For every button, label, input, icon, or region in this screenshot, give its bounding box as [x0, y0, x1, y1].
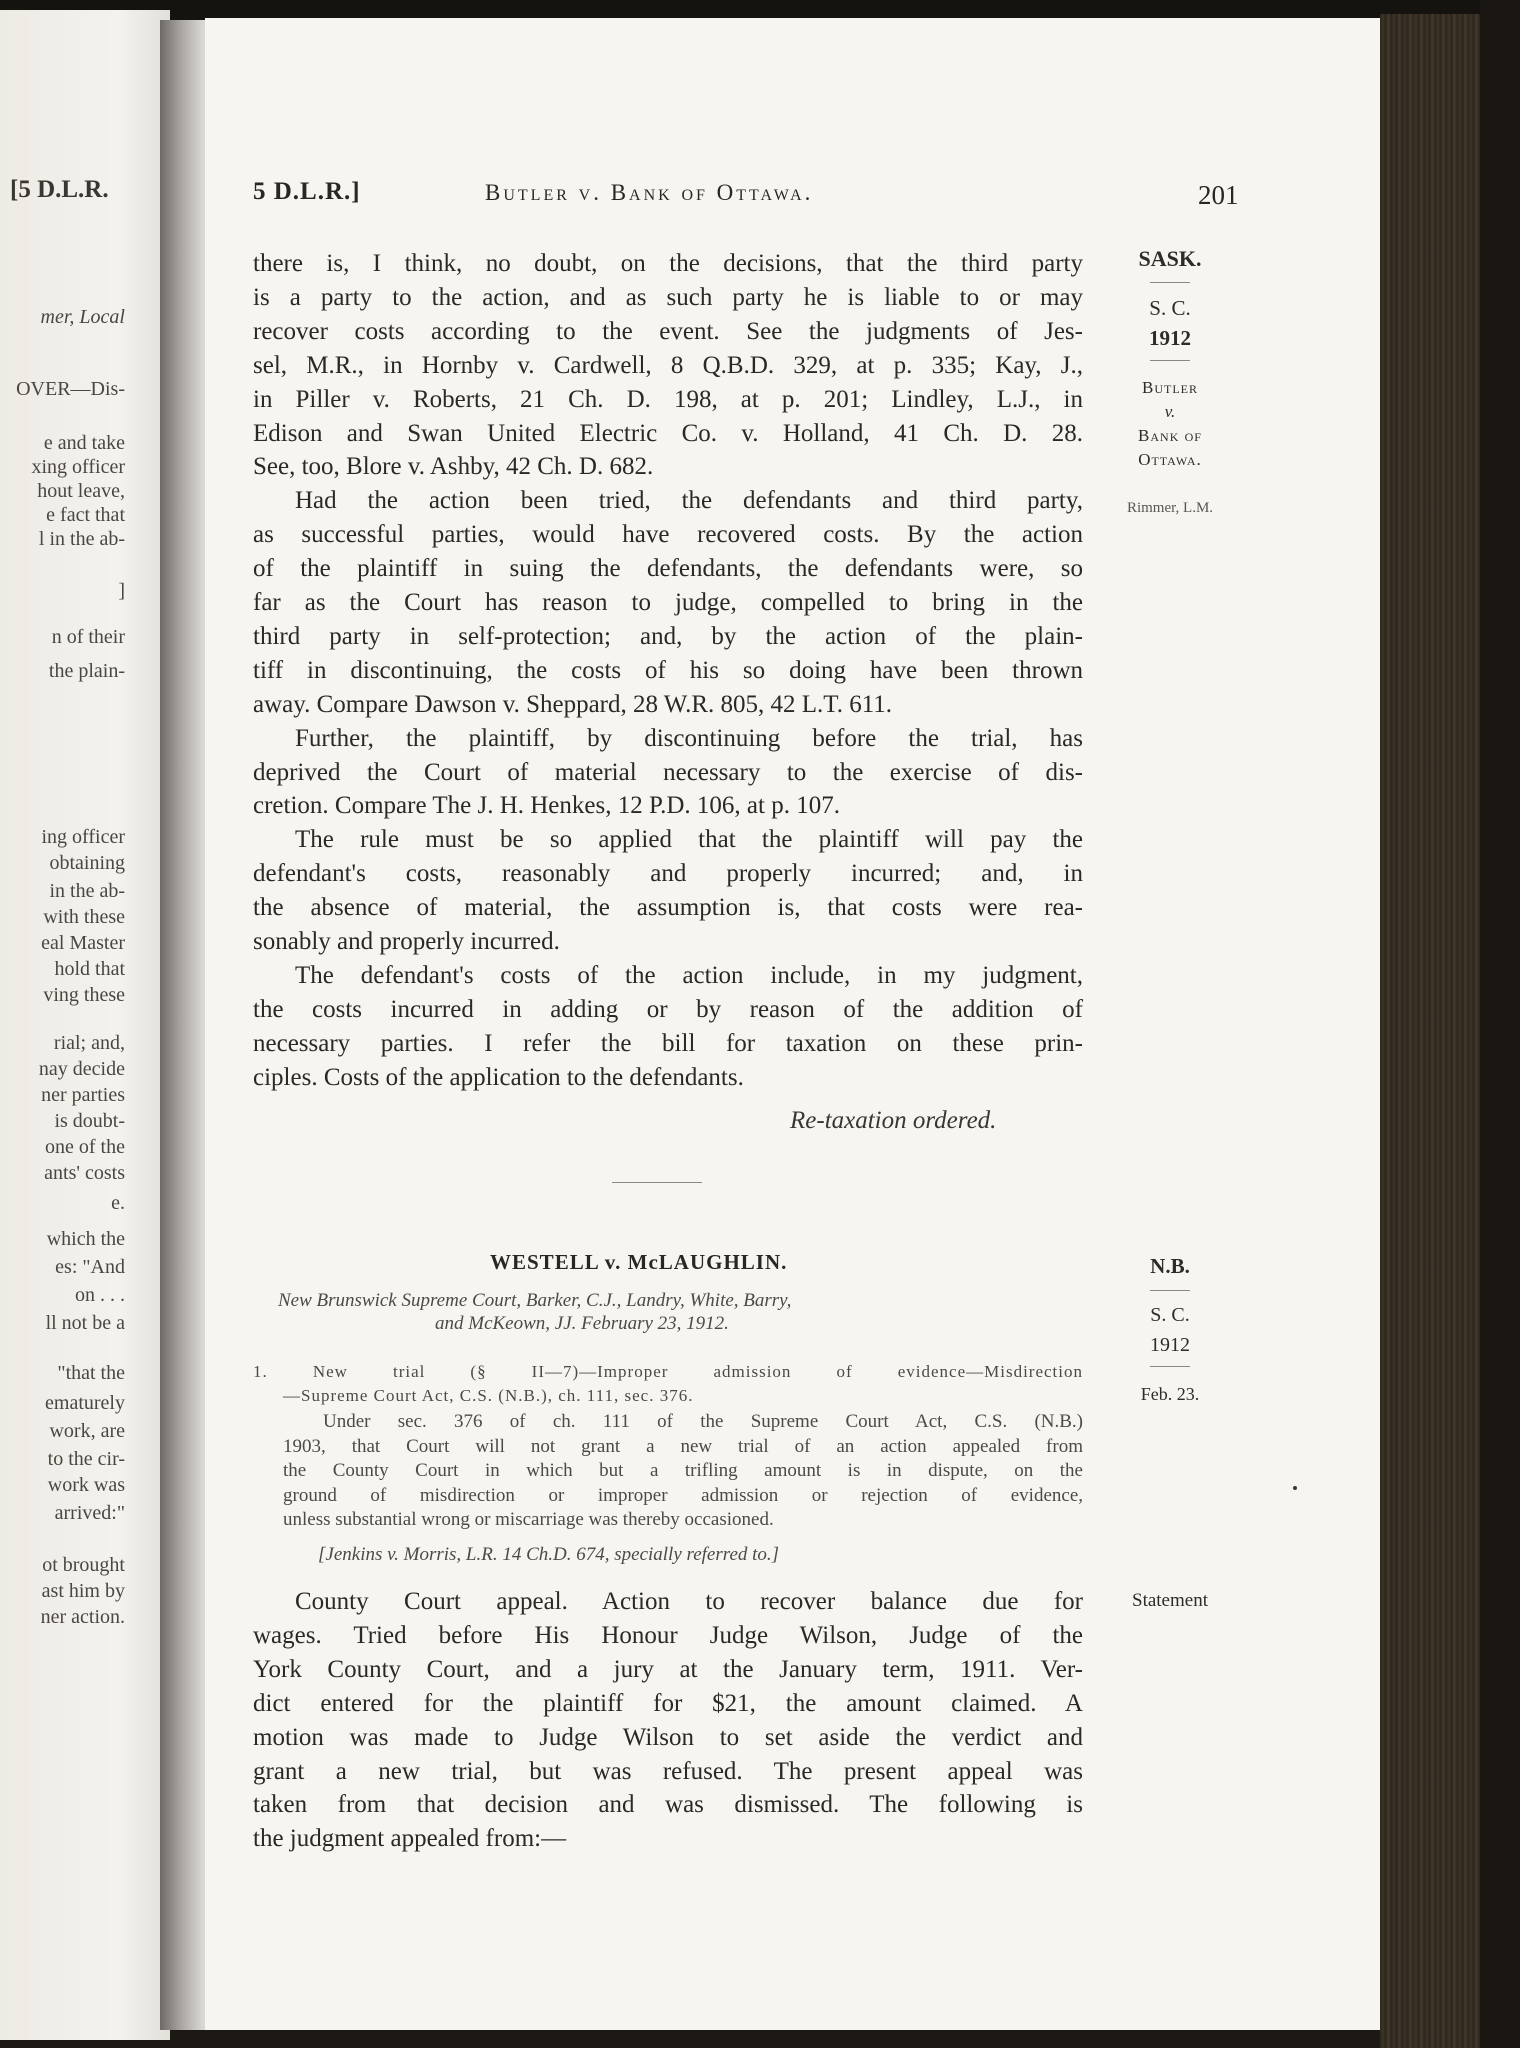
left-page-line: ot brought	[42, 1554, 125, 1576]
statement-line: dict entered for the plaintiff for $21, the amount claimed. A	[253, 1689, 1083, 1717]
left-page-line: e fact that	[46, 504, 125, 526]
court-line: and McKeown, JJ. February 23, 1912.	[435, 1313, 729, 1334]
left-page-line: ll not be a	[45, 1312, 125, 1334]
body-text-line: cretion. Compare The J. H. Henkes, 12 P.D. 106, at p. 107.	[253, 792, 840, 819]
margin-judge: Rimmer, L.M.	[1126, 500, 1214, 516]
left-page-line: e and take	[43, 432, 125, 454]
body-text-line: Had the action been tried, the defendants and third party,	[295, 487, 1083, 514]
body-text-line: See, too, Blore v. Ashby, 42 Ch. D. 682.	[253, 453, 654, 480]
margin-rule	[1150, 1366, 1190, 1367]
margin-statement: Statement	[1132, 1590, 1208, 1611]
margin-rule	[1150, 360, 1190, 361]
left-page-line: ]	[118, 580, 125, 602]
body-text-line: the costs incurred in adding or by reason of the addition of	[253, 996, 1083, 1023]
left-page-line: in the ab-	[49, 880, 125, 902]
left-page-line: "that the	[57, 1362, 125, 1384]
body-text-line: there is, I think, no doubt, on the decisions, that the third party	[253, 250, 1083, 277]
statement-line: County Court appeal. Action to recover balance due for	[295, 1588, 1083, 1615]
headnote-summary-line: Under sec. 376 of ch. 111 of the Supreme Court Act, C.S. (N.B.)	[323, 1411, 1083, 1432]
headnote-line: 1. New trial (§ II—7)—Improper admission of evidence—Misdirection	[253, 1362, 1083, 1381]
body-text-line: in Piller v. Roberts, 21 Ch. D. 198, at p. 201; Lindley, L.J., in	[253, 386, 1083, 413]
left-page-line: eal Master	[41, 932, 125, 954]
body-text-line: the absence of material, the assumption is, that costs were rea-	[253, 894, 1083, 921]
left-page-line: ing officer	[41, 826, 125, 848]
statement-line: grant a new trial, but was refused. The present appeal was	[253, 1757, 1083, 1785]
left-page-line: ving these	[43, 984, 125, 1006]
body-text-line: Edison and Swan United Electric Co. v. Holland, 41 Ch. D. 28.	[253, 420, 1083, 447]
margin-case-name: Ottawa.	[1138, 450, 1202, 469]
body-text-line: The rule must be so applied that the plaintiff will pay the	[295, 826, 1083, 853]
body-text-line: necessary parties. I refer the bill for taxation on these prin-	[253, 1030, 1083, 1057]
left-page-line: work, are	[49, 1420, 125, 1442]
body-text-line: tiff in discontinuing, the costs of his so doing have been thrown	[253, 657, 1083, 684]
left-page-line: to the cir-	[47, 1448, 125, 1470]
statement-line: taken from that decision and was dismissed. The following is	[253, 1791, 1083, 1819]
court-line: New Brunswick Supreme Court, Barker, C.J., Landry, White, Barry,	[278, 1290, 792, 1311]
left-page-line: ematurely	[45, 1392, 125, 1414]
left-page-line: rial; and,	[53, 1032, 125, 1054]
margin-rule	[1150, 1290, 1190, 1291]
statement-line: motion was made to Judge Wilson to set aside the verdict and	[253, 1723, 1083, 1751]
statement-line: the judgment appealed from:—	[253, 1825, 567, 1853]
headnote-summary-line: 1903, that Court will not grant a new trial of an action appealed from	[283, 1435, 1083, 1457]
margin-date: Feb. 23.	[1140, 1384, 1200, 1404]
left-page-line: OVER—Dis-	[16, 378, 125, 400]
margin-court: S. C.	[1150, 1304, 1190, 1326]
body-text-line: defendant's costs, reasonably and properly incurred; and, in	[253, 860, 1083, 887]
headnote-summary-line: ground of misdirection or improper admission or rejection of evidence,	[283, 1484, 1083, 1506]
running-header-case-title: Butler v. Bank of Ottawa.	[485, 180, 814, 205]
running-header-volume: 5 D.L.R.]	[253, 178, 361, 205]
headnote-summary-line: unless substantial wrong or miscarriage was thereby occasioned.	[283, 1509, 774, 1530]
left-page-line: ner action.	[40, 1606, 125, 1628]
book-cover-edge	[1480, 0, 1520, 2048]
body-text-line: sel, M.R., in Hornby v. Cardwell, 8 Q.B.D. 329, at p. 335; Kay, J.,	[253, 352, 1083, 379]
left-page-line: mer, Local	[40, 306, 125, 328]
margin-year: 1912	[1150, 1334, 1190, 1356]
margin-court: S. C.	[1149, 296, 1191, 320]
margin-case-name: Bank of	[1138, 426, 1202, 445]
body-text-line: deprived the Court of material necessary to the exercise of dis-	[253, 759, 1083, 786]
left-page-line: one of the	[45, 1136, 125, 1158]
case-title: WESTELL v. McLAUGHLIN.	[490, 1250, 788, 1274]
section-divider	[612, 1182, 702, 1183]
left-page-line: work was	[47, 1474, 125, 1496]
left-page-line: which the	[46, 1228, 125, 1250]
body-text-line: is a party to the action, and as such party he is liable to or may	[253, 284, 1083, 311]
left-page-line: hold that	[54, 958, 125, 980]
body-text-line: The defendant's costs of the action include, in my judgment,	[295, 962, 1083, 989]
citation: [Jenkins v. Morris, L.R. 14 Ch.D. 674, specially referred to.]	[318, 1544, 780, 1565]
body-text-line: recover costs according to the event. See the judgments of Jes-	[253, 318, 1083, 345]
left-page-line: xing officer	[31, 456, 125, 478]
body-text-line: away. Compare Dawson v. Sheppard, 28 W.R. 805, 42 L.T. 611.	[253, 691, 893, 718]
statement-line: wages. Tried before His Honour Judge Wilson, Judge of the	[253, 1621, 1083, 1649]
left-page-line: obtaining	[49, 852, 125, 874]
body-text-line: as successful parties, would have recovered costs. By the action	[253, 521, 1083, 548]
left-page-line: es: "And	[55, 1256, 125, 1278]
left-page-line: hout leave,	[37, 480, 125, 502]
headnote-line: —Supreme Court Act, C.S. (N.B.), ch. 111, sec. 376.	[283, 1386, 694, 1405]
left-page-line: ner parties	[41, 1084, 125, 1106]
body-text-line: far as the Court has reason to judge, compelled to bring in the	[253, 589, 1083, 616]
body-text-line: of the plaintiff in suing the defendants, the defendants were, so	[253, 555, 1083, 582]
left-page-line: arrived:"	[54, 1502, 125, 1524]
margin-case-name: Butler	[1142, 378, 1198, 397]
left-page-line: l in the ab-	[38, 528, 125, 550]
body-text-line: ciples. Costs of the application to the defendants.	[253, 1064, 744, 1091]
margin-rule	[1150, 282, 1190, 283]
left-page-line: is doubt-	[54, 1110, 125, 1132]
left-page-header: [5 D.L.R.	[10, 176, 109, 203]
left-page-line: ast him by	[41, 1580, 125, 1602]
margin-case-versus: v.	[1164, 402, 1176, 421]
margin-province: N.B.	[1150, 1254, 1190, 1278]
left-page-line: with these	[43, 906, 125, 928]
page-number: 201	[1198, 180, 1239, 210]
statement-line: York County Court, and a jury at the January term, 1911. Ver-	[253, 1655, 1083, 1683]
left-page-fragment	[0, 10, 170, 2040]
headnote-summary-line: the County Court in which but a trifling amount is in dispute, on the	[283, 1460, 1083, 1481]
disposition: Re-taxation ordered.	[790, 1107, 997, 1134]
left-page-line: the plain-	[48, 660, 125, 682]
left-page-line: e.	[111, 1192, 125, 1214]
body-text-line: Further, the plaintiff, by discontinuing before the trial, has	[295, 725, 1083, 752]
body-text-line: sonably and properly incurred.	[253, 928, 560, 955]
margin-year: 1912	[1149, 326, 1191, 350]
left-page-line: ants' costs	[44, 1162, 125, 1184]
left-page-line: nay decide	[38, 1058, 125, 1080]
left-page-line: n of their	[51, 626, 125, 648]
left-page-line: on . . .	[75, 1284, 125, 1306]
body-text-line: third party in self-protection; and, by the action of the plain-	[253, 623, 1083, 650]
scan-dust-speck	[1293, 1486, 1297, 1490]
margin-province: SASK.	[1138, 246, 1202, 271]
